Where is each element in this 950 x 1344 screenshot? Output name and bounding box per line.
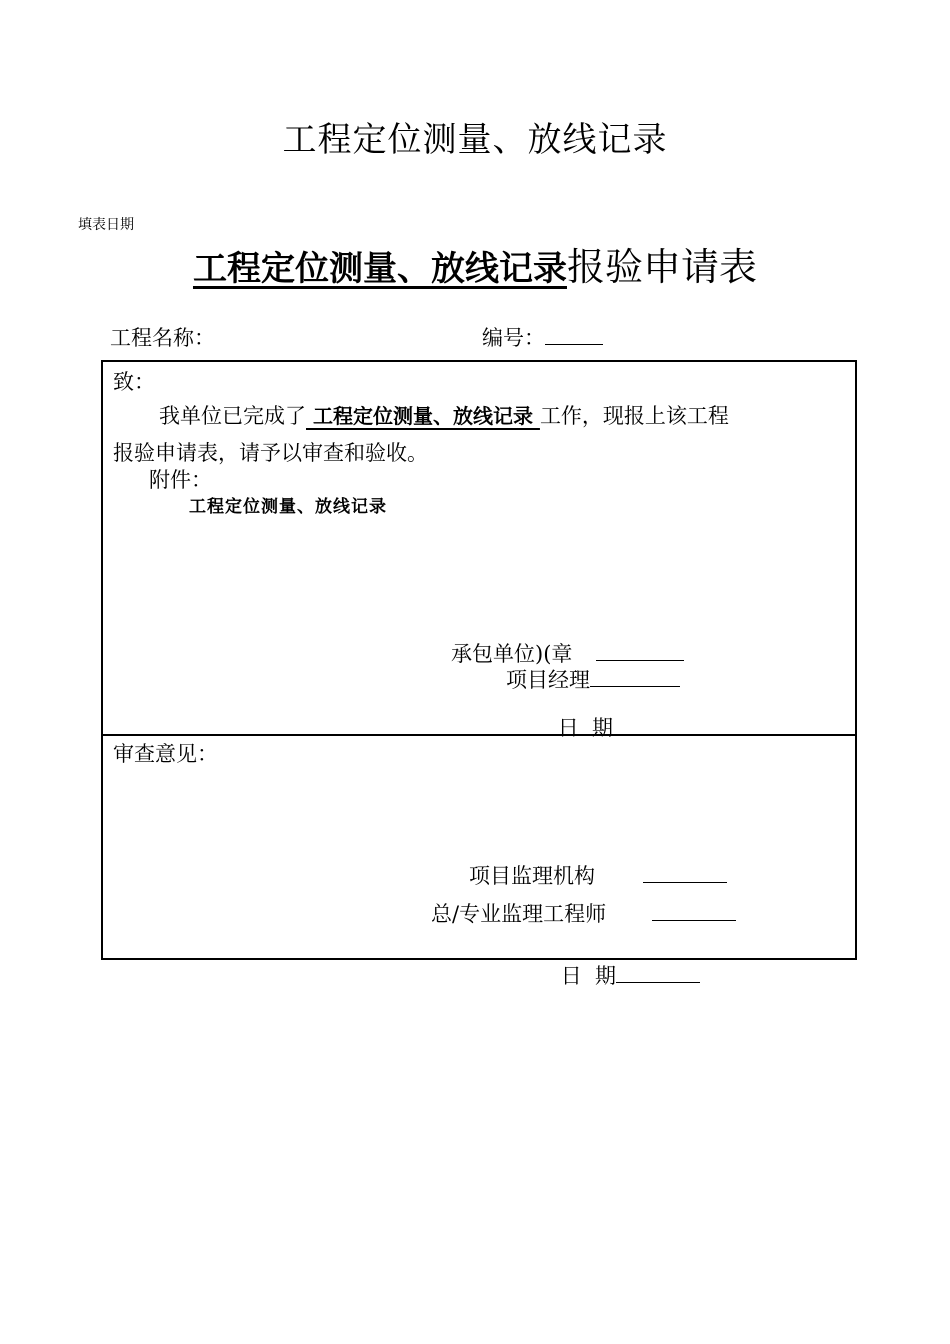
body-line-2: 报验申请表，请予以审查和验收。 xyxy=(113,441,428,465)
number-blank[interactable] xyxy=(545,326,603,345)
attachment-item: 工程定位测量、放线记录 xyxy=(189,497,387,517)
date-field-1 xyxy=(531,688,701,766)
form-title xyxy=(0,236,950,291)
project-name-label: 工程名称： xyxy=(110,326,215,350)
engineer-field xyxy=(431,898,736,928)
contractor-blank[interactable] xyxy=(596,642,684,661)
body-work-name: 工程定位测量、放线记录 xyxy=(306,404,540,428)
date-label-1: 日 期 xyxy=(557,716,614,740)
supervision-field xyxy=(469,860,727,890)
section-divider xyxy=(103,734,855,736)
date-label-2: 日 期 xyxy=(560,964,617,988)
supervision-label: 项目监理机构 xyxy=(469,864,595,888)
form-title-suffix: 报验申请表 xyxy=(566,245,757,289)
fill-date-label: 填表日期 xyxy=(78,217,134,233)
engineer-blank[interactable] xyxy=(652,902,736,921)
engineer-label: 总/专业监理工程师 xyxy=(431,902,607,926)
to-label: 致： xyxy=(113,370,155,394)
pm-blank[interactable] xyxy=(590,668,680,687)
date-blank-2[interactable] xyxy=(616,964,700,983)
body-suffix: 工作，现报上该工程 xyxy=(539,404,729,428)
form-title-underlined: 工程定位测量、放线记录 xyxy=(192,249,567,289)
supervision-blank[interactable] xyxy=(643,864,727,883)
number-label: 编号： xyxy=(482,326,545,350)
attachment-label: 附件： xyxy=(149,468,212,492)
pm-label: 项目经理 xyxy=(506,668,590,692)
contractor-label: 承包单位)(章 xyxy=(451,642,573,666)
number-field xyxy=(482,322,603,352)
application-form xyxy=(101,360,857,988)
review-label: 审查意见： xyxy=(113,742,218,766)
body-line-1 xyxy=(159,400,729,430)
body-prefix: 我单位已完成了 xyxy=(159,404,306,428)
date-blank-1[interactable] xyxy=(613,716,701,735)
date-field-2 xyxy=(534,936,700,1014)
document-title: 工程定位测量、放线记录 xyxy=(282,120,668,160)
